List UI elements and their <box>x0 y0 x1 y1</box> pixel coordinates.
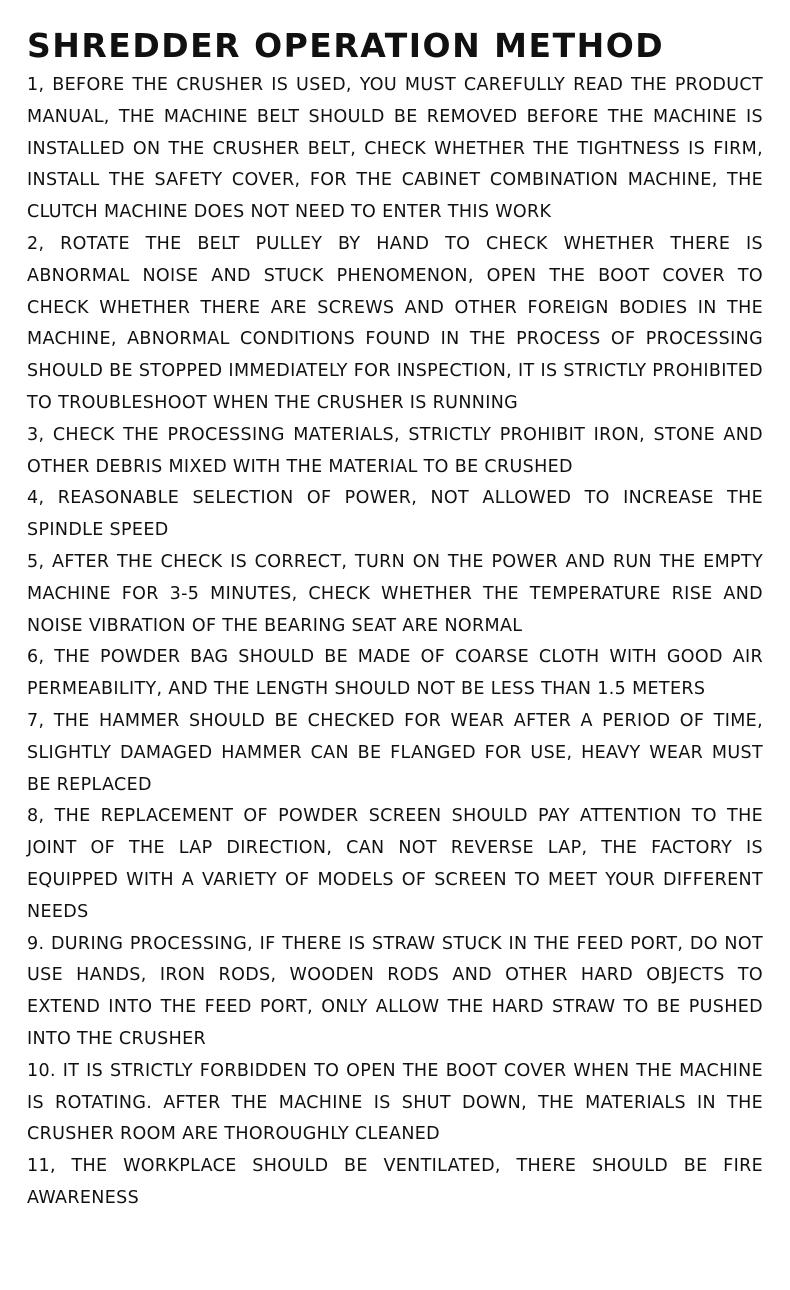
instruction-document <box>27 24 763 1215</box>
step-item-1: 1, BEFORE THE CRUSHER IS USED, YOU MUST CAREFULLY READ THE PRODUCT MANUAL, THE MACHINE BELT SHOULD BE REMOVED BEFORE THE MACHINE IS INSTALLED ON THE CRUSHER BELT, CHECK WHETHER THE TIGHTNESS IS FIRM, INSTALL THE SAFETY COVER, FOR THE CABINET COMBINATION MACHINE, THE CLUTCH MACHINE DOES NOT NEED TO ENTER THIS WORK <box>27 75 763 223</box>
page-title: SHREDDER OPERATION METHOD <box>27 26 665 65</box>
step-item-3: 3, CHECK THE PROCESSING MATERIALS, STRICTLY PROHIBIT IRON, STONE AND OTHER DEBRIS MIXED WITH THE MATERIAL TO BE CRUSHED <box>27 424 763 477</box>
step-item-7: 7, THE HAMMER SHOULD BE CHECKED FOR WEAR AFTER A PERIOD OF TIME, SLIGHTLY DAMAGED HAMMER CAN BE FLANGED FOR USE, HEAVY WEAR MUST BE REPLACED <box>27 710 763 795</box>
step-item-10: 10. IT IS STRICTLY FORBIDDEN TO OPEN THE BOOT COVER WHEN THE MACHINE IS ROTATING. AFTER THE MACHINE IS SHUT DOWN, THE MATERIALS IN THE CRUSHER ROOM ARE THOROUGHLY CLEANED <box>27 1060 763 1145</box>
step-item-9: 9. DURING PROCESSING, IF THERE IS STRAW STUCK IN THE FEED PORT, DO NOT USE HANDS, IRON RODS, WOODEN RODS AND OTHER HARD OBJECTS TO EXTEND INTO THE FEED PORT, ONLY ALLOW THE HARD STRAW TO BE PUSHED INTO THE CRUSHER <box>27 933 763 1049</box>
step-item-5: 5, AFTER THE CHECK IS CORRECT, TURN ON THE POWER AND RUN THE EMPTY MACHINE FOR 3-5 MINUTES, CHECK WHETHER THE TEMPERATURE RISE AND NOISE VIBRATION OF THE BEARING SEAT ARE NORMAL <box>27 551 763 636</box>
step-list <box>27 70 763 1215</box>
step-item-4: 4, REASONABLE SELECTION OF POWER, NOT ALLOWED TO INCREASE THE SPINDLE SPEED <box>27 488 763 541</box>
step-item-11: 11, THE WORKPLACE SHOULD BE VENTILATED, THERE SHOULD BE FIRE AWARENESS <box>27 1156 763 1208</box>
step-item-6: 6, THE POWDER BAG SHOULD BE MADE OF COARSE CLOTH WITH GOOD AIR PERMEABILITY, AND THE LENGTH SHOULD NOT BE LESS THAN 1.5 METERS <box>27 647 763 700</box>
step-item-2: 2, ROTATE THE BELT PULLEY BY HAND TO CHECK WHETHER THERE IS ABNORMAL NOISE AND STUCK PHENOMENON, OPEN THE BOOT COVER TO CHECK WHETHER THERE ARE SCREWS AND OTHER FOREIGN BODIES IN THE MACHINE, ABNORMAL CONDITIONS FOUND IN THE PROCESS OF PROCESSING SHOULD BE STOPPED IMMEDIATELY FOR INSPECTION, IT IS STRICTLY PROHIBITED TO TROUBLESHOOT WHEN THE CRUSHER IS RUNNING <box>27 233 763 413</box>
step-item-8: 8, THE REPLACEMENT OF POWDER SCREEN SHOULD PAY ATTENTION TO THE JOINT OF THE LAP DIRECTION, CAN NOT REVERSE LAP, THE FACTORY IS EQUIPPED WITH A VARIETY OF MODELS OF SCREEN TO MEET YOUR DIFFERENT NEEDS <box>27 806 763 922</box>
